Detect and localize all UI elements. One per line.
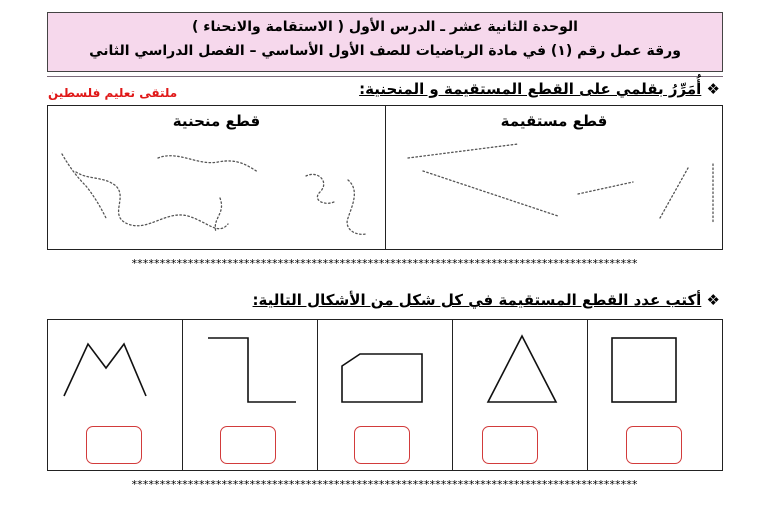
curved-segment <box>76 172 228 229</box>
straight-segment <box>578 182 633 194</box>
step-shape <box>208 338 296 402</box>
header-subtitle: ورقة عمل رقم (١) في مادة الرياضيات للصف الأول الأساسي – الفصل الدراسي الثاني <box>89 43 681 59</box>
straight-segment <box>423 171 558 216</box>
curved-segment <box>347 180 366 234</box>
bullet-icon: ❖ <box>706 291 720 309</box>
question-1 <box>359 80 720 98</box>
question-2-text: أكتب عدد القطع المستقيمة في كل شكل من الأشكال التالية: <box>252 291 702 309</box>
star-divider-bottom: ****************************************************************************************** <box>130 478 638 491</box>
answer-box-triangle[interactable] <box>482 426 538 464</box>
straight-column-title: قطع مستقيمة <box>500 112 608 130</box>
curved-segment <box>62 154 106 218</box>
curved-segment <box>306 174 334 203</box>
answer-box-m[interactable] <box>86 426 142 464</box>
straight-segment <box>408 144 518 158</box>
pentagon-shape <box>342 354 422 402</box>
triangle-shape <box>488 336 556 402</box>
question-1-text: أُمَرِّرُ بقلمي على القطع المستقيمة و المنحنية: <box>359 80 702 98</box>
worksheet-header <box>47 12 723 72</box>
curved-column-title: قطع منحنية <box>172 112 261 130</box>
straight-segment <box>660 168 688 218</box>
header-separator <box>47 76 723 78</box>
square-shape <box>612 338 676 402</box>
shapes-table <box>47 319 723 471</box>
question-2 <box>253 291 720 309</box>
trace-lines <box>48 106 722 249</box>
m-shape <box>64 344 146 396</box>
answer-box-step[interactable] <box>220 426 276 464</box>
curved-segment <box>158 156 258 172</box>
trace-box <box>47 105 723 250</box>
answer-box-square[interactable] <box>626 426 682 464</box>
star-divider: ****************************************************************************************** <box>130 257 638 270</box>
bullet-icon: ❖ <box>706 80 720 98</box>
header-title: الوحدة الثانية عشر ـ الدرس الأول ( الاستقامة والانحناء ) <box>192 19 578 35</box>
brand-label: ملتقى تعليم فلسطين <box>48 86 178 100</box>
answer-box-pentagon[interactable] <box>354 426 410 464</box>
curved-segment <box>215 198 221 232</box>
